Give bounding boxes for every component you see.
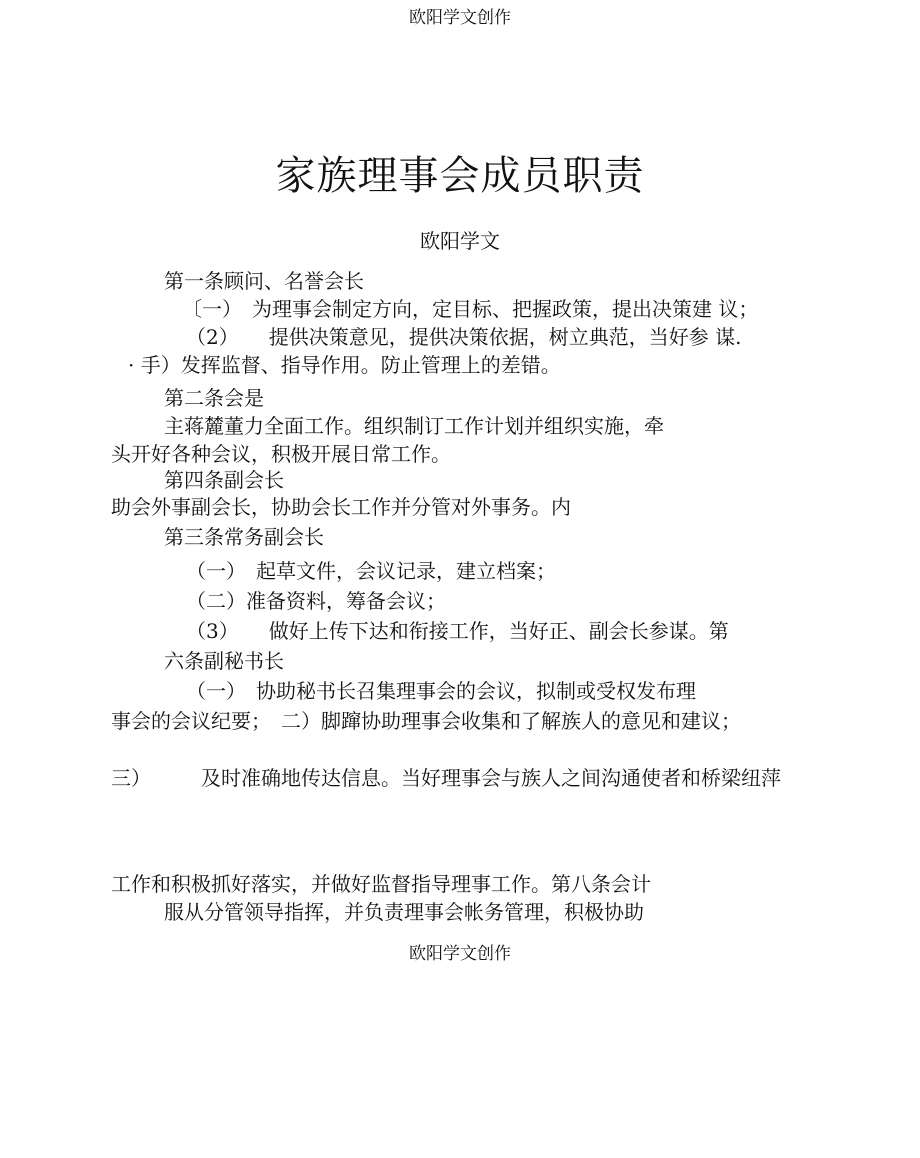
article-4-text: 助会外事副会长，协助会长工作并分管对外事务。内: [111, 495, 571, 519]
page-header: 欧阳学文创作: [409, 8, 511, 28]
article-1-heading: 第一条顾问、名誉会长: [164, 269, 364, 293]
article-1-item-3: · 手）发挥监督、指导作用。防止管理上的差错。: [128, 353, 561, 377]
article-6-item-2: 事会的会议纪要； 二）脚蹿协助理事会收集和了解族人的意见和建议；: [111, 709, 741, 733]
document-author: 欧阳学文: [420, 229, 500, 253]
article-3-item-3: （3） 做好上传下达和衔接工作，当好正、副会长参谋。第: [186, 619, 729, 643]
article-2-text: 主蒋麓董力全面工作。组织制订工作计划并组织实施，牵: [164, 414, 664, 438]
article-1-item-2: （2） 提供决策意见，提供决策依据，树立典范，当好参 谋.: [186, 325, 742, 349]
article-2-text-cont: 头开好各种会议，积极开展日常工作。: [111, 442, 451, 466]
article-6-item-1: （一） 协助秘书长召集理事会的会议，拟制或受权发布理: [186, 679, 696, 703]
article-8-text: 服从分管领导指挥，并负责理事会帐务管理，积极协助: [164, 900, 644, 924]
article-6-text-cont: 工作和积极抓好落实，并做好监督指导理事工作。第八条会计: [111, 872, 651, 896]
document-title: 家族理事会成员职责: [275, 153, 645, 199]
article-3-heading: 第三条常务副会长: [164, 525, 324, 549]
page-footer: 欧阳学文创作: [409, 944, 511, 964]
article-6-heading: 六条副秘书长: [164, 649, 284, 673]
article-3-item-2: （二）准备资料，筹备会议；: [186, 589, 446, 613]
article-6-item-3: 三） 及时准确地传达信息。当好理事会与族人之间沟通使者和桥梁纽萍: [111, 766, 781, 790]
article-2-heading: 第二条会是: [164, 386, 264, 410]
article-3-item-1: （一） 起草文件，会议记录，建立档案；: [186, 559, 556, 583]
article-4-heading: 第四条副会长: [164, 468, 284, 492]
article-1-item-1: 〔一） 为理事会制定方向，定目标、把握政策，提出决策建 议；: [182, 297, 759, 321]
